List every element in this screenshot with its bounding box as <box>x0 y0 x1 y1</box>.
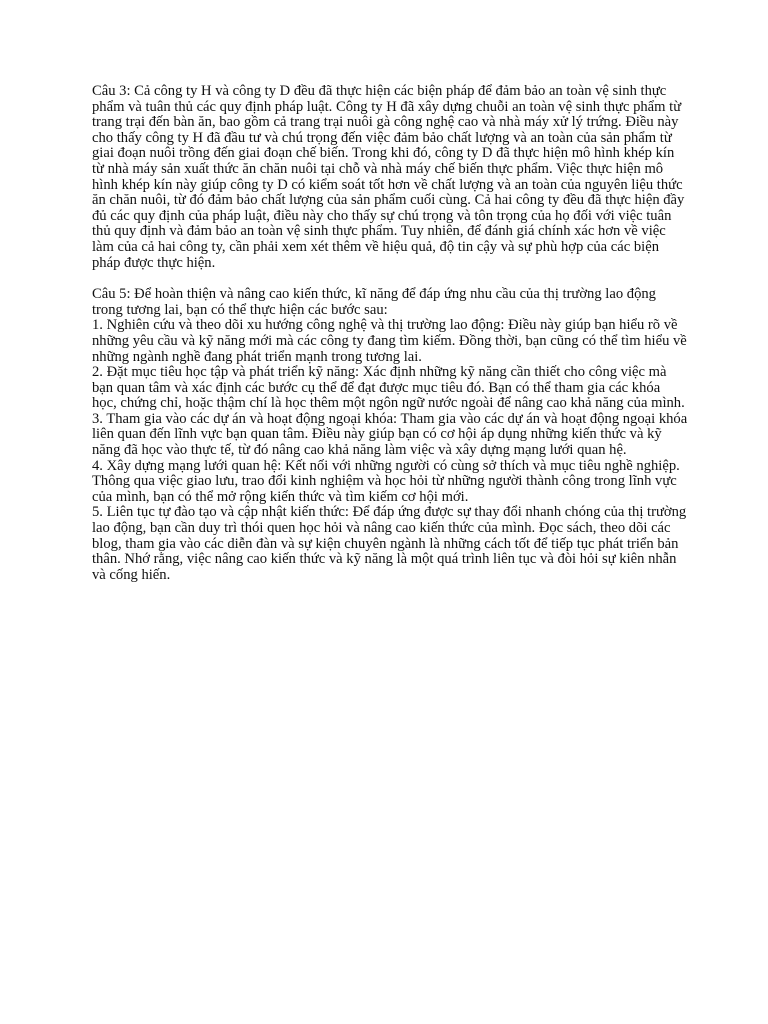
question-3-paragraph: Câu 3: Cả công ty H và công ty D đều đã thực hiện các biện pháp để đảm bảo an toàn vệ sinh thực phẩm và tuân thủ các quy định pháp luật. Công ty H đã xây dựng chuỗi an toàn vệ sinh thực phẩm từ trang trại đến bàn ăn, bao gồm cả trang trại nuôi gà công nghệ cao và nhà máy xử lý trứng. Điều này cho thấy công ty H đã đầu tư và chú trọng đến việc đảm bảo chất lượng và an toàn của sản phẩm từ giai đoạn nuôi trồng đến giai đoạn chế biến. Trong khi đó, công ty D đã thực hiện mô hình khép kín từ nhà máy sản xuất thức ăn chăn nuôi tại chỗ và nhà máy chế biến thực phẩm. Việc thực hiện mô hình khép kín này giúp công ty D có kiểm soát tốt hơn về chất lượng và an toàn của nguyên liệu thức ăn chăn nuôi, từ đó đảm bảo chất lượng của sản phẩm cuối cùng. Cả hai công ty đều đã thực hiện đầy đủ các quy định của pháp luật, điều này cho thấy sự chú trọng và tôn trọng của họ đối với việc tuân thủ quy định và đảm bảo an toàn vệ sinh thực phẩm. Tuy nhiên, để đánh giá chính xác hơn về việc làm của cả hai công ty, cần phải xem xét thêm về hiệu quả, độ tin cậy và sự phù hợp của các biện pháp được thực hiện. <box>92 83 685 271</box>
question-5-item-4: 4. Xây dựng mạng lưới quan hệ: Kết nối với những người có cùng sở thích và mục tiêu nghề nghiệp. Thông qua việc giao lưu, trao đổi kinh nghiệm và học hỏi từ những người thành công trong lĩnh vực của mình, bạn có thể mở rộng kiến thức và tìm kiếm cơ hội mới. <box>92 457 680 505</box>
question-5-item-2: 2. Đặt mục tiêu học tập và phát triển kỹ năng: Xác định những kỹ năng cần thiết cho công việc mà bạn quan tâm và xác định các bước cụ thể để đạt được mục tiêu đó. Bạn có thể tham gia các khóa học, chứng chỉ, hoặc thậm chí là học thêm một ngôn ngữ nước ngoài để nâng cao khả năng của mình. <box>92 364 685 412</box>
question-5-item-1: 1. Nghiên cứu và theo dõi xu hướng công nghệ và thị trường lao động: Điều này giúp bạn hiểu rõ về những yêu cầu và kỹ năng mới mà các công ty đang tìm kiếm. Đồng thời, bạn cũng có thể tìm hiểu về những ngành nghề đang phát triển mạnh trong tương lai. <box>92 317 687 365</box>
document-page <box>92 84 688 583</box>
question-5-intro: Câu 5: Để hoàn thiện và nâng cao kiến thức, kĩ năng để đáp ứng nhu cầu của thị trường lao động trong tương lai, bạn có thể thực hiện các bước sau: <box>92 286 656 318</box>
question-5-item-3: 3. Tham gia vào các dự án và hoạt động ngoại khóa: Tham gia vào các dự án và hoạt động ngoại khóa liên quan đến lĩnh vực bạn quan tâm. Điều này giúp bạn có cơ hội áp dụng những kiến thức và kỹ năng đã học vào thực tế, từ đó nâng cao khả năng làm việc và xây dựng mạng lưới quan hệ. <box>92 410 688 459</box>
question-5-item-5: 5. Liên tục tự đào tạo và cập nhật kiến thức: Để đáp ứng được sự thay đổi nhanh chóng của thị trường lao động, bạn cần duy trì thói quen học hỏi và nâng cao kiến thức của mình. Đọc sách, theo dõi các blog, tham gia vào các diễn đàn và sự kiện chuyên ngành là những cách tốt để tiếp tục phát triển bản thân. Nhớ rằng, việc nâng cao kiến thức và kỹ năng là một quá trình liên tục và đòi hỏi sự kiên nhẫn và cống hiến. <box>92 504 687 583</box>
paragraph-gap <box>92 271 688 287</box>
